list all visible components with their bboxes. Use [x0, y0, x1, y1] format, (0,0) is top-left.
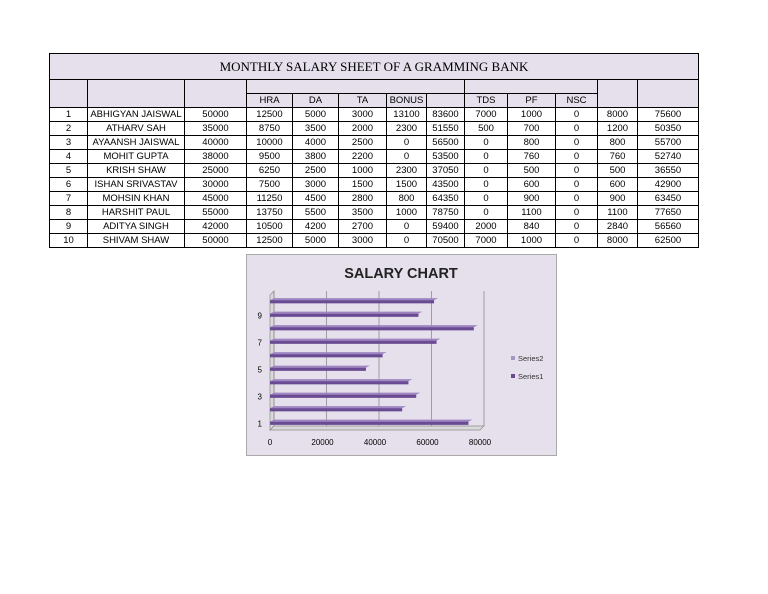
header-cell [427, 94, 465, 108]
table-cell: 600 [508, 178, 556, 192]
table-cell: 70500 [427, 234, 465, 248]
table-cell: 7000 [465, 108, 508, 122]
table-cell: 0 [556, 220, 598, 234]
table-cell: KRISH SHAW [88, 164, 185, 178]
table-cell: 500 [508, 164, 556, 178]
table-cell: 0 [465, 164, 508, 178]
header-cell [88, 80, 185, 108]
salary-chart-svg [247, 255, 556, 455]
table-cell: 9500 [247, 150, 293, 164]
table-cell: 55000 [185, 206, 247, 220]
table-cell: 51550 [427, 122, 465, 136]
table-cell: 5000 [293, 108, 339, 122]
table-cell: 12500 [247, 234, 293, 248]
table-cell: SHIVAM SHAW [88, 234, 185, 248]
table-row [50, 220, 699, 234]
x-tick-label: 60000 [416, 438, 439, 447]
table-cell: 8750 [247, 122, 293, 136]
bar-top [270, 339, 441, 341]
header-cell [598, 80, 638, 108]
table-cell: 30000 [185, 178, 247, 192]
table-cell: 500 [465, 122, 508, 136]
table-cell: 1100 [598, 206, 638, 220]
table-cell: 55700 [638, 136, 699, 150]
y-tick-label: 3 [257, 392, 262, 402]
bar [270, 341, 437, 344]
table-cell: 10500 [247, 220, 293, 234]
bar-top [270, 393, 420, 395]
table-cell: 1000 [339, 164, 387, 178]
table-cell: 59400 [427, 220, 465, 234]
table-cell: 0 [387, 150, 427, 164]
table-cell: 3000 [339, 234, 387, 248]
legend-swatch [511, 356, 515, 360]
table-cell: 0 [556, 136, 598, 150]
bar [270, 422, 468, 425]
table-row [50, 234, 699, 248]
table-cell: 37050 [427, 164, 465, 178]
table-cell: 5500 [293, 206, 339, 220]
table-cell: MOHSIN KHAN [88, 192, 185, 206]
table-cell: 0 [556, 234, 598, 248]
table-cell: 9 [50, 220, 88, 234]
bar-top [270, 312, 422, 314]
bar-top [270, 406, 406, 408]
table-cell: 13750 [247, 206, 293, 220]
table-cell: 8000 [598, 234, 638, 248]
table-cell: 3000 [293, 178, 339, 192]
table-cell: ABHIGYAN JAISWAL [88, 108, 185, 122]
table-cell: 4 [50, 150, 88, 164]
bar-top [270, 379, 412, 381]
table-cell: 62500 [638, 234, 699, 248]
table-cell: 760 [508, 150, 556, 164]
bar-top [270, 298, 438, 300]
table-cell: 4500 [293, 192, 339, 206]
table-cell: 52740 [638, 150, 699, 164]
table-cell: 0 [556, 178, 598, 192]
table-cell: 6250 [247, 164, 293, 178]
table-cell: 3800 [293, 150, 339, 164]
table-cell: 0 [387, 234, 427, 248]
table-cell: 2700 [339, 220, 387, 234]
table-cell: 7 [50, 192, 88, 206]
x-tick-label: 40000 [363, 438, 387, 447]
table-cell: ATHARV SAH [88, 122, 185, 136]
table-cell: 8 [50, 206, 88, 220]
header-cell [638, 80, 699, 108]
table-cell: 1000 [387, 206, 427, 220]
table-cell: 78750 [427, 206, 465, 220]
table-cell: 2200 [339, 150, 387, 164]
table-cell: 3 [50, 136, 88, 150]
table-cell: 42900 [638, 178, 699, 192]
table-cell: 75600 [638, 108, 699, 122]
bar [270, 327, 474, 330]
table-cell: 900 [598, 192, 638, 206]
table-cell: 53500 [427, 150, 465, 164]
bar-top [270, 420, 472, 422]
bar [270, 408, 402, 411]
table-cell: 1200 [598, 122, 638, 136]
legend-swatch [511, 374, 515, 378]
table-cell: 0 [556, 122, 598, 136]
table-cell: 4000 [293, 136, 339, 150]
salary-sheet-table [49, 53, 699, 248]
bar [270, 300, 434, 303]
table-cell: 77650 [638, 206, 699, 220]
table-cell: 3500 [293, 122, 339, 136]
table-cell: 1000 [508, 234, 556, 248]
table-cell: 83600 [427, 108, 465, 122]
table-row [50, 178, 699, 192]
table-cell: 64350 [427, 192, 465, 206]
bar [270, 395, 416, 398]
table-cell: 900 [508, 192, 556, 206]
table-cell: 1500 [387, 178, 427, 192]
table-cell: 12500 [247, 108, 293, 122]
table-cell: 0 [556, 206, 598, 220]
table-cell: ISHAN SRIVASTAV [88, 178, 185, 192]
table-cell: 50000 [185, 234, 247, 248]
table-cell: 840 [508, 220, 556, 234]
x-tick-label: 80000 [468, 438, 492, 447]
column-header-nsc: NSC [556, 94, 598, 108]
table-cell: 2300 [387, 164, 427, 178]
table-cell: 600 [598, 178, 638, 192]
table-cell: 800 [387, 192, 427, 206]
column-header-da: DA [293, 94, 339, 108]
y-tick-label: 7 [257, 338, 262, 348]
table-cell: 10 [50, 234, 88, 248]
chart-title: SALARY CHART [344, 266, 458, 282]
table-cell: MOHIT GUPTA [88, 150, 185, 164]
table-cell: 0 [556, 164, 598, 178]
table-row [50, 192, 699, 206]
header-cell [185, 80, 247, 108]
table-cell: 2500 [293, 164, 339, 178]
table-cell: 35000 [185, 122, 247, 136]
table-cell: 0 [465, 192, 508, 206]
table-cell: 0 [556, 192, 598, 206]
table-cell: 6 [50, 178, 88, 192]
plot-floor [270, 426, 484, 430]
bar [270, 381, 408, 384]
table-row [50, 136, 699, 150]
table-cell: 10000 [247, 136, 293, 150]
sheet-title: MONTHLY SALARY SHEET OF A GRAMMING BANK [50, 54, 699, 80]
x-tick-label: 0 [267, 438, 273, 447]
table-cell: 50350 [638, 122, 699, 136]
table-row [50, 150, 699, 164]
table-cell: 3500 [339, 206, 387, 220]
table-cell: 25000 [185, 164, 247, 178]
table-cell: 0 [465, 206, 508, 220]
column-header-pf: PF [508, 94, 556, 108]
table-cell: 800 [508, 136, 556, 150]
table-cell: AYAANSH JAISWAL [88, 136, 185, 150]
legend-label: Series2 [518, 354, 544, 363]
table-cell: 700 [508, 122, 556, 136]
table-cell: 0 [387, 220, 427, 234]
table-cell: 500 [598, 164, 638, 178]
table-cell: 45000 [185, 192, 247, 206]
table-row [50, 206, 699, 220]
table-cell: 2000 [339, 122, 387, 136]
table-cell: 0 [387, 136, 427, 150]
table-cell: 1 [50, 108, 88, 122]
table-cell: 2000 [465, 220, 508, 234]
table-cell: 0 [465, 136, 508, 150]
bar-top [270, 325, 478, 327]
table-cell: 56560 [638, 220, 699, 234]
table-cell: 2300 [387, 122, 427, 136]
table-cell: 0 [556, 108, 598, 122]
table-cell: 43500 [427, 178, 465, 192]
table-cell: 2840 [598, 220, 638, 234]
table-cell: 36550 [638, 164, 699, 178]
bar [270, 314, 418, 317]
legend-label: Series1 [518, 372, 544, 381]
table-cell: 0 [465, 150, 508, 164]
table-cell: 3000 [339, 108, 387, 122]
header-cell [247, 80, 465, 94]
table-cell: HARSHIT PAUL [88, 206, 185, 220]
table-cell: 0 [556, 150, 598, 164]
table-cell: 0 [465, 178, 508, 192]
table-cell: 1000 [508, 108, 556, 122]
bar-top [270, 352, 387, 354]
header-cell [465, 80, 598, 94]
header-cell [50, 80, 88, 108]
bar [270, 354, 383, 357]
salary-chart [246, 254, 557, 456]
y-tick-label: 1 [257, 419, 262, 429]
y-tick-label: 9 [257, 311, 262, 321]
table-cell: 760 [598, 150, 638, 164]
table-cell: 56500 [427, 136, 465, 150]
bar-top [270, 366, 370, 368]
bar [270, 368, 366, 371]
table-cell: 1500 [339, 178, 387, 192]
column-header-tds: TDS [465, 94, 508, 108]
table-cell: 7500 [247, 178, 293, 192]
y-tick-label: 5 [257, 365, 262, 375]
table-cell: 13100 [387, 108, 427, 122]
table-cell: 2800 [339, 192, 387, 206]
table-cell: 2500 [339, 136, 387, 150]
table-cell: 1100 [508, 206, 556, 220]
table-cell: 800 [598, 136, 638, 150]
table-row [50, 122, 699, 136]
column-header-ta: TA [339, 94, 387, 108]
x-tick-label: 20000 [311, 438, 334, 447]
table-cell: 63450 [638, 192, 699, 206]
column-header-bonus: BONUS [387, 94, 427, 108]
table-cell: 2 [50, 122, 88, 136]
column-header-hra: HRA [247, 94, 293, 108]
table-cell: 11250 [247, 192, 293, 206]
table-row [50, 164, 699, 178]
table-cell: 5 [50, 164, 88, 178]
table-cell: 40000 [185, 136, 247, 150]
table-cell: 5000 [293, 234, 339, 248]
table-cell: ADITYA SINGH [88, 220, 185, 234]
table-cell: 7000 [465, 234, 508, 248]
table-cell: 38000 [185, 150, 247, 164]
table-cell: 42000 [185, 220, 247, 234]
table-cell: 50000 [185, 108, 247, 122]
table-cell: 8000 [598, 108, 638, 122]
table-row [50, 108, 699, 122]
table-cell: 4200 [293, 220, 339, 234]
